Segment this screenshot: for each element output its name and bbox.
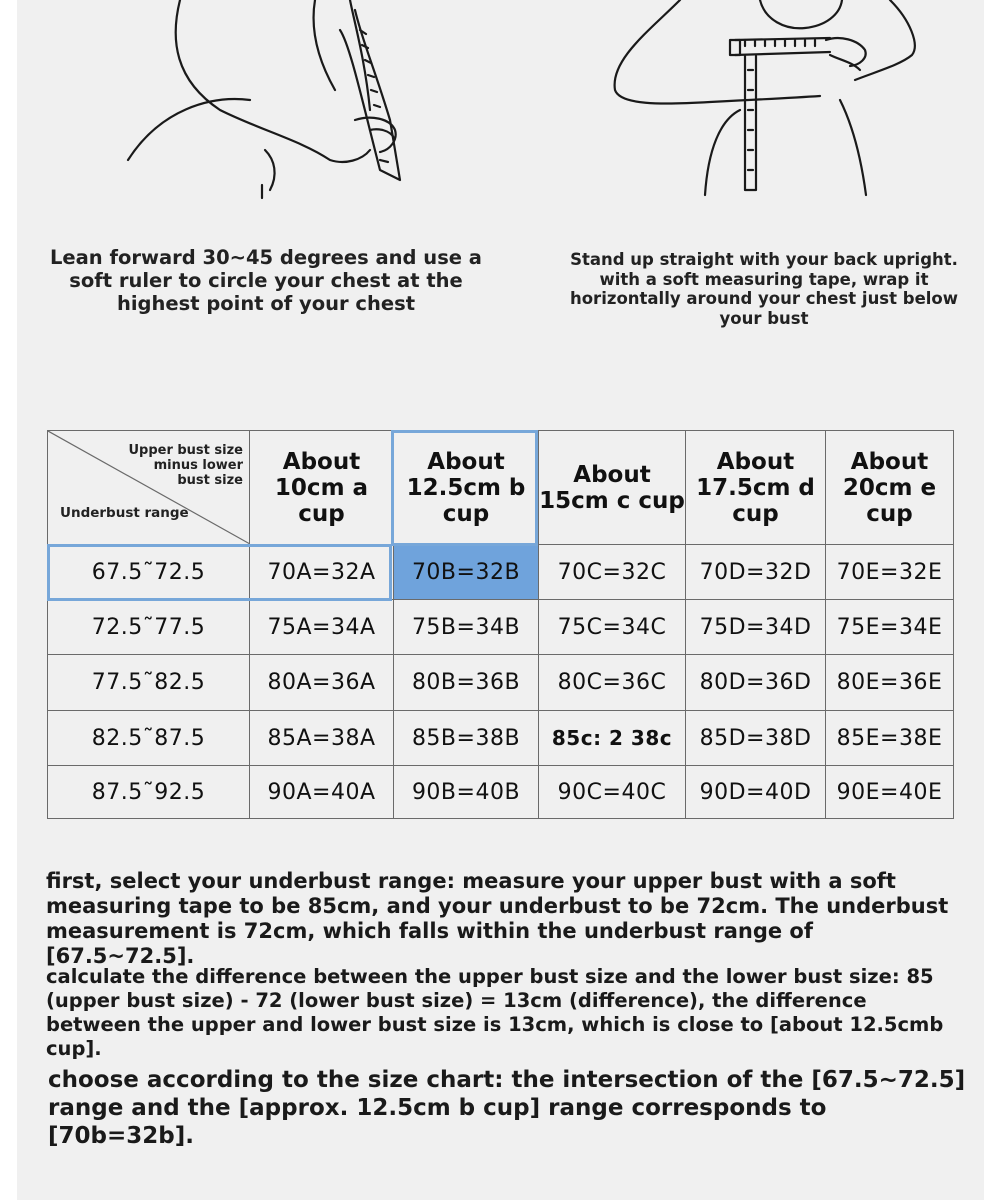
table-row [48,766,954,819]
table-header-row [48,431,954,545]
size-cell: 80A=36A [250,655,394,711]
underbust-range-cell: 87.5˜92.5 [48,766,250,819]
size-cell: 90B=40B [394,766,539,819]
size-cell: 80B=36B [394,655,539,711]
size-cell: 80C=36C [539,655,686,711]
instruction-step-2 [46,965,966,1061]
table-row [48,711,954,766]
underbust-range-cell: 72.5˜77.5 [48,600,250,655]
highlighted-size-cell: 70B=32B [394,545,539,600]
instruction-step-3 [48,1066,968,1150]
size-cell: 85A=38A [250,711,394,766]
corner-label-difference: Upper bust size minus lower bust size [128,443,243,488]
column-header-d-cup: About 17.5cm d cup [686,431,826,545]
size-cell: 70C=32C [539,545,686,600]
garbled-size-text: 85c: 2 38c [551,725,673,750]
lean-forward-caption: Lean forward 30~45 degrees and use a soft ruler to circle your chest at the highest point of your chest [50,246,482,315]
corner-label-underbust: Underbust range [60,505,189,521]
size-cell: 75E=34E [826,600,954,655]
size-cell: 85B=38B [394,711,539,766]
size-cell: 85D=38D [686,711,826,766]
table-row [48,655,954,711]
size-cell: 80E=36E [826,655,954,711]
stand-upright-caption: Stand up straight with your back upright. with a soft measuring tape, wrap it horizontally around your chest just below your bust [569,250,959,328]
garbled-size-cell [539,711,686,766]
underbust-range-cell: 67.5˜72.5 [48,545,250,600]
size-cell: 90D=40D [686,766,826,819]
column-header-e-cup: About 20cm e cup [826,431,954,545]
size-cell: 70D=32D [686,545,826,600]
size-cell: 90C=40C [539,766,686,819]
size-cell: 80D=36D [686,655,826,711]
table-row [48,545,954,600]
underbust-range-cell: 77.5˜82.5 [48,655,250,711]
table-corner-cell [48,431,250,545]
size-cell: 75A=34A [250,600,394,655]
stand-upright-illustration [590,0,940,205]
column-header-c-cup: About 15cm c cup [539,431,686,545]
size-cell: 70E=32E [826,545,954,600]
size-cell: 85E=38E [826,711,954,766]
instruction-step-1 [46,869,966,969]
table-row [48,600,954,655]
size-cell: 75D=34D [686,600,826,655]
bra-size-chart [47,430,954,819]
size-cell: 75C=34C [539,600,686,655]
step-3-text: choose according to the size chart: the intersection of the [67.5~72.5] range and the [approx. 12.5cm b cup] range corresponds to [70b=32b]. [48,1067,966,1149]
size-cell: 75B=34B [394,600,539,655]
size-cell: 90E=40E [826,766,954,819]
column-header-b-cup: About 12.5cm b cup [394,431,539,545]
size-cell: 90A=40A [250,766,394,819]
size-cell: 70A=32A [250,545,394,600]
lean-forward-illustration [100,0,420,205]
underbust-range-cell: 82.5˜87.5 [48,711,250,766]
column-header-a-cup: About 10cm a cup [250,431,394,545]
step-1-text: first, select your underbust range: measure your upper bust with a soft measuring tape to be 85cm, and your underbust to be 72cm. The underbust measurement is 72cm, which falls within the underbust range of [67.5~72.5]. [46,869,949,968]
step-2-text: calculate the difference between the upper bust size and the lower bust size: 85 (upper bust size) - 72 (lower bust size) = 13cm (difference), the difference between the upper and lower bust size is 13cm, which is close to [about 12.5cmb cup]. [46,965,944,1060]
